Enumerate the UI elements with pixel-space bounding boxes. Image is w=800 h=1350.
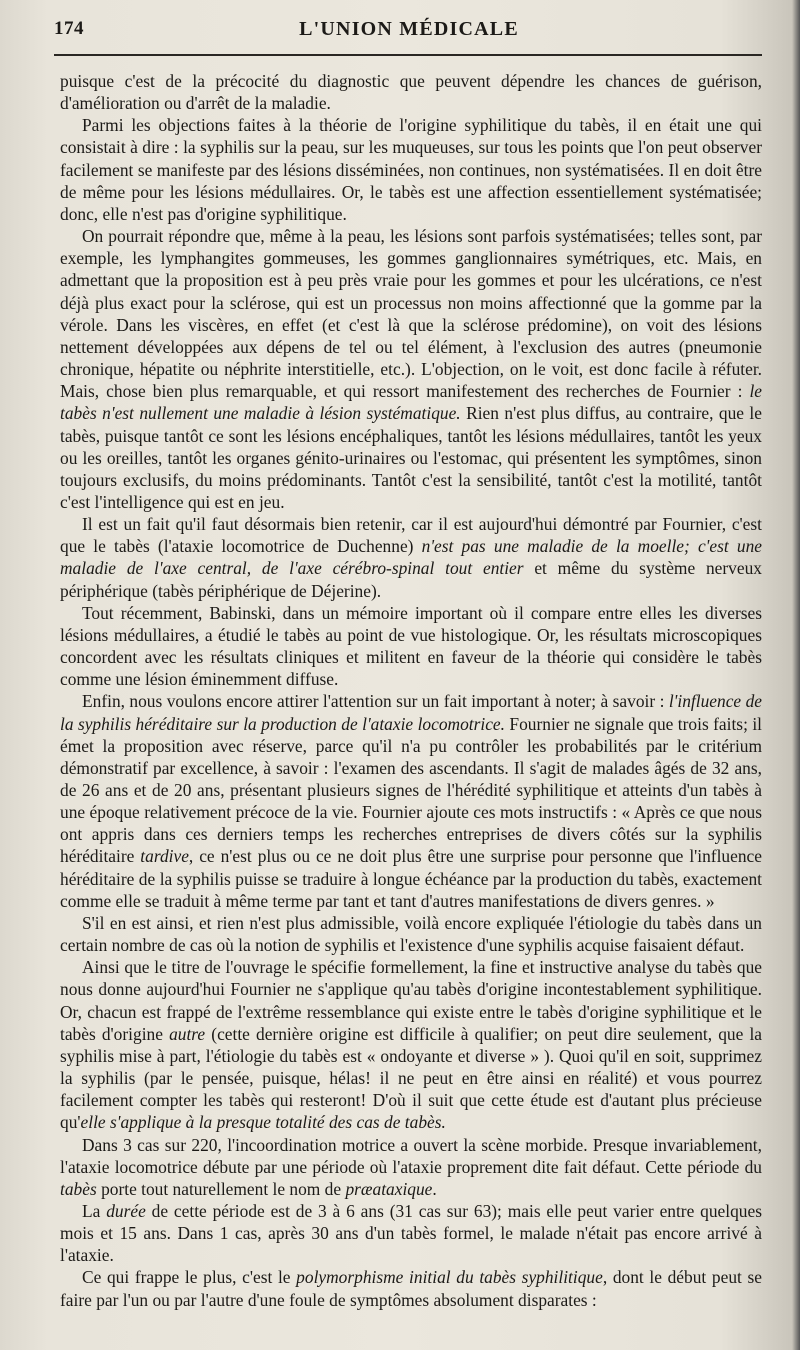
text-run: Dans 3 cas sur 220, l'incoordination motrice a ouvert la scène morbide. Presque invariablement, l'ataxie locomotrice débute par une période où l'ataxie proprement dite fait défaut. Cette période du [60,1134,762,1177]
italic-text: le tabès n'est nullement une maladie à lésion systématique. [60,381,762,424]
paragraph [60,602,762,691]
text-run: Fournier ne signale que trois faits; il émet la proposition avec réserve, parce qu'il n'a pu contrôler les probabilités par le critérium démonstratif par excellence, à savoir : l'examen des ascendants. Il s'agit de malades âgés de 32 ans, de 26 ans et de 20 ans, présentant plusieurs signes de l'hérédité syphilitique et atteints d'un tabès à une époque relativement précoce de la vie. Fournier ajoute ces mots instructifs : « Après ce que nous ont appris dans ces derniers temps les recherches entreprises de divers côtés sur la syphilis héréditaire [60,713,762,867]
page-header [54,18,764,46]
paragraph [60,225,762,513]
italic-text: elle s'applique à la presque totalité des cas de tabès. [80,1112,446,1133]
text-run: puisque c'est de la précocité du diagnostic que peuvent dépendre les chances de guérison, d'amélioration ou d'arrêt de la maladie. [60,71,762,114]
paragraph [60,912,762,956]
paragraph [60,114,762,225]
text-run: Ce qui frappe le plus, c'est le [82,1267,297,1288]
italic-text: tardive [140,846,189,867]
text-run: Rien n'est plus diffus, au contraire, que le tabès, puisque tantôt ce sont les lésions encéphaliques, tantôt les lésions médullaires, tantôt les yeux ou les oreilles, tantôt les organes génito-urinaires ou l'estomac, qui présentent les symptômes, sinon toujours exclusifs, du moins prédominants. Tantôt c'est la sensibilité, tantôt c'est la motilité, tantôt c'est l'intelligence qui est en jeu. [60,403,762,512]
italic-text: durée [106,1200,146,1221]
article-body [60,70,762,1311]
page-number: 174 [54,18,84,39]
running-title: L'UNION MÉDICALE [299,18,519,40]
paragraph [60,956,762,1133]
text-run: (cette dernière origine est difficile à qualifier; on peut dire seulement, que la syphilis mise à part, l'étiologie du tabès est « ondoyante et diverse » ). Quoi qu'il en soit, supprimez la syphilis (par le pensée, puisque, hélas! il ne peut en être ainsi en réalité) et vous pourrez facilement compter les tabès qui resteront! D'où il suit que cette étude est d'autant plus précieuse qu' [60,1023,762,1133]
text-run: Tout récemment, Babinski, dans un mémoire important où il compare entre elles les diverses lésions médullaires, a étudié le tabès au point de vue histologique. Or, les résultats microscopiques concordent avec les résultats cliniques et militent en faveur de la théorie qui considère le tabès comme une lésion éminemment diffuse. [60,602,762,690]
paragraph [60,690,762,912]
italic-text: tabès [60,1178,97,1199]
text-run: S'il en est ainsi, et rien n'est plus admissible, voilà encore expliquée l'étiologie du tabès dans un certain nombre de cas où la notion de syphilis et l'existence d'une syphilis acquise faisaient défaut. [60,912,762,956]
text-run: . [432,1178,437,1199]
text-run: La [82,1200,107,1221]
text-run: , dont le début peut se faire par l'un ou par l'autre d'une foule de symptômes absolument disparates : [60,1267,762,1310]
header-rule [54,54,762,56]
text-run: de cette période est de 3 à 6 ans (31 cas sur 63); mais elle peut varier entre quelques mois et 15 ans. Dans 1 cas, après 30 ans d'un tabès formel, le malade n'était pas encore arrivé à l'ataxie. [60,1200,762,1266]
text-run: Ainsi que le titre de l'ouvrage le spécifie formellement, la fine et instructive analyse du tabès que nous donne aujourd'hui Fournier ne s'applique qu'au tabès d'origine incontestablement syphilitique. Or, chacun est frappé de l'extrême ressemblance qui existe entre le tabès d'origine syphilitique et le tabès d'origine [60,957,762,1044]
italic-text: polymorphisme initial du tabès syphilitique [296,1267,603,1288]
text-run: On pourrait répondre que, même à la peau, les lésions sont parfois systématisées; telles sont, par exemple, les lymphangites gommeuses, les gommes ganglionnaires symétriques, etc. Mais, en admettant que la proposition est à peu près vraie pour les gommes et pour les ulcérations, ce n'est déjà plus exact pour la sclérose, qui est un processus non moins affectionné que la gomme par la vérole. Dans les viscères, en effet (et c'est là que la sclérose prédomine), on voit des lésions nettement développées aux dépens de tel ou tel élément, à l'exclusion des autres (pneumonie chronique, hépatite ou néphrite interstitielle, etc.). L'objection, on le voit, est donc facile à réfuter. Mais, chose bien plus remarquable, et qui ressort manifestement des recherches de Fournier : [60,226,762,402]
italic-text: l'influence de la syphilis héréditaire sur la production de l'ataxie locomotrice. [60,691,762,734]
text-run: Parmi les objections faites à la théorie de l'origine syphilitique du tabès, il en était une qui consistait à dire : la syphilis sur la peau, sur les muqueuses, sur tous les points que l'on peut observer facilement se manifeste par des lésions disséminées, non continues, non systématisées. Il en doit être de même pour les lésions médullaires. Or, le tabès est une affection essentiellement systématisée; donc, elle n'est pas d'origine syphilitique. [60,115,762,224]
text-run: et même du système nerveux périphérique (tabès périphérique de Déjerine). [60,558,762,601]
italic-text: præataxique [345,1178,433,1199]
text-run: , ce n'est plus ou ce ne doit plus être une surprise pour personne que l'influence héréditaire de la syphilis puisse se traduire à longue échéance par la production du tabès, exactement comme elle se traduit à même terme par tant et tant d'autres manifestations de divers genres. » [60,846,762,911]
paragraph [60,1266,762,1310]
italic-text: autre [169,1023,206,1044]
text-run: porte tout naturellement le nom de [96,1178,346,1199]
paragraph [60,513,762,602]
text-run: Enfin, nous voulons encore attirer l'attention sur un fait important à noter; à savoir : [82,691,669,712]
italic-text: n'est pas une maladie de la moelle; c'est une maladie de l'axe central, de l'axe cérébro-spinal tout entier [60,536,763,579]
paragraph [60,1134,762,1200]
text-run: Il est un fait qu'il faut désormais bien retenir, car il est aujourd'hui démontré par Fournier, c'est que le tabès (l'ataxie locomotrice de Duchenne) [60,514,762,557]
paragraph [60,1200,762,1266]
paragraph [60,70,762,114]
